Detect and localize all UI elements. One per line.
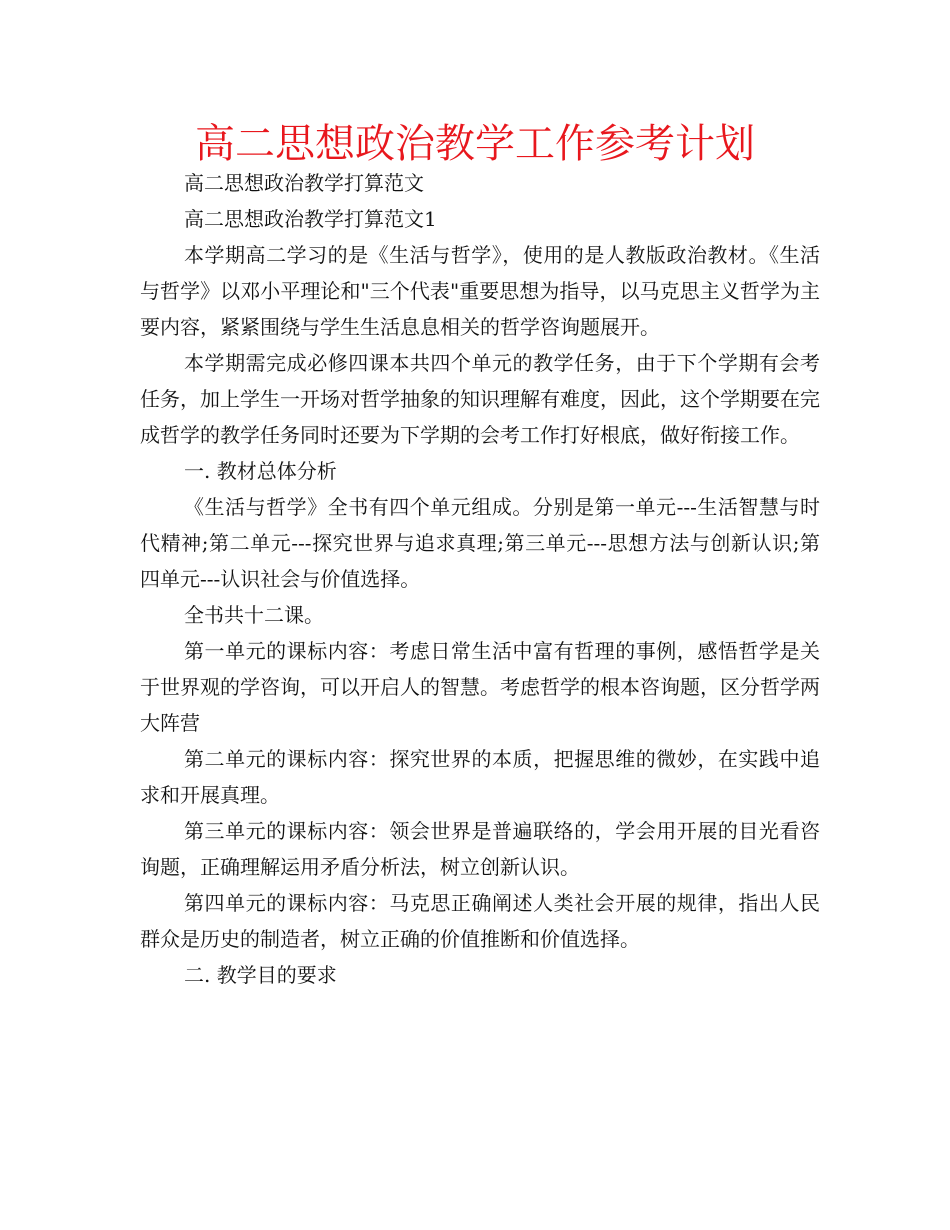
paragraph-7: 第一单元的课标内容：考虑日常生活中富有哲理的事例，感悟哲学是关于世界观的学咨询，可以开启人的智慧。考虑哲学的根本咨询题，区分哲学两大阵营: [140, 639, 820, 735]
paragraph-10: 第四单元的课标内容：马克思正确阐述人类社会开展的规律，指出人民群众是历史的制造者，树立正确的价值推断和价值选择。: [140, 891, 820, 951]
paragraph-6: 全书共十二课。: [184, 603, 324, 627]
paragraph-9: 第三单元的课标内容：领会世界是普遍联络的，学会用开展的目光看咨询题，正确理解运用矛盾分析法，树立创新认识。: [140, 819, 820, 879]
section-heading-1: 一. 教材总体分析: [184, 459, 337, 483]
paragraph-3: 本学期高二学习的是《生活与哲学》，使用的是人教版政治教材。《生活与哲学》以邓小平理论和"三个代表"重要思想为指导，以马克思主义哲学为主要内容，紧紧围绕与学生生活息息相关的哲学咨询题展开。: [140, 243, 820, 339]
document-body: [140, 165, 820, 993]
paragraph-2: 高二思想政治教学打算范文1: [184, 207, 437, 231]
document-title: 高二思想政治教学工作参考计划: [195, 121, 755, 167]
paragraph-8: 第二单元的课标内容：探究世界的本质，把握思维的微妙，在实践中追求和开展真理。: [140, 747, 820, 807]
section-heading-2: 二. 教学目的要求: [184, 963, 337, 987]
paragraph-4: 本学期需完成必修四课本共四个单元的教学任务，由于下个学期有会考任务，加上学生一开场对哲学抽象的知识理解有难度，因此，这个学期要在完成哲学的教学任务同时还要为下学期的会考工作打好根底，做好衔接工作。: [140, 351, 820, 447]
paragraph-5: 《生活与哲学》全书有四个单元组成。分别是第一单元---生活智慧与时代精神;第二单元---探究世界与追求真理;第三单元---思想方法与创新认识;第四单元---认识社会与价值选择。: [140, 495, 820, 591]
paragraph-1: 高二思想政治教学打算范文: [184, 171, 424, 195]
